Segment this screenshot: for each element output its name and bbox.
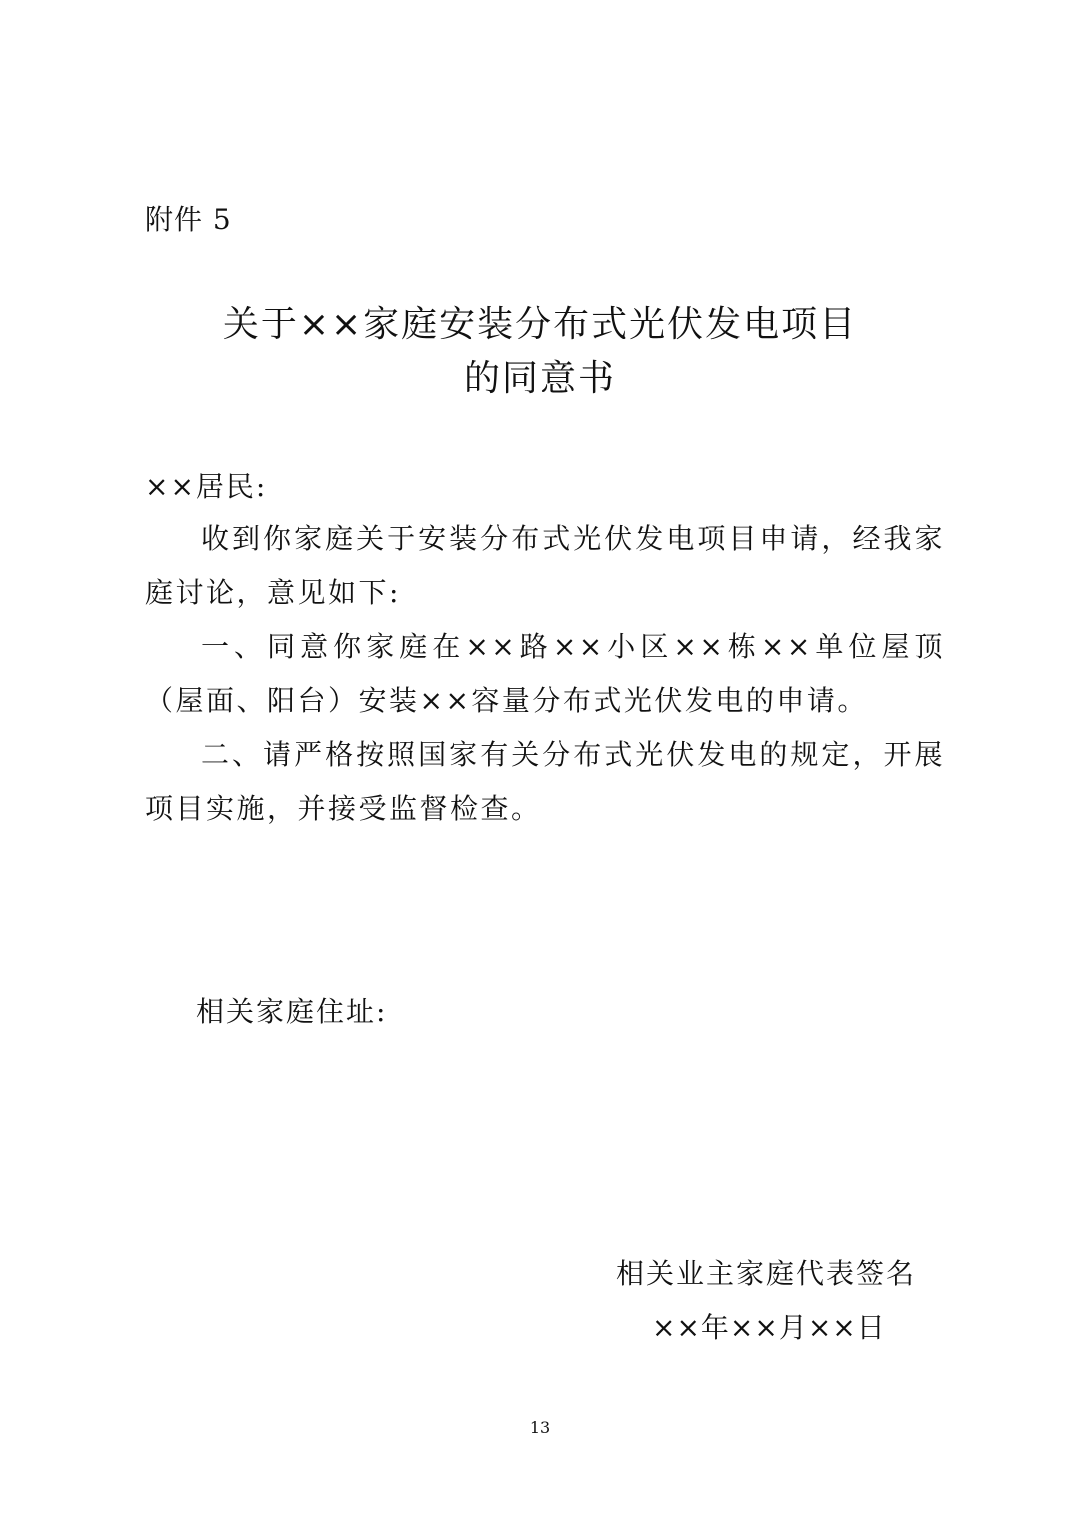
document-title-line-1: 关于××家庭安装分布式光伏发电项目 [222,304,858,345]
attachment-label: 附件 5 [145,203,232,236]
document-title-line-2: 的同意书 [463,358,616,399]
paragraph-item-2: 二、请严格按照国家有关分布式光伏发电的规定，开展项目实施，并接受监督检查。 [145,738,945,825]
address-label: 相关家庭住址: [196,995,388,1028]
salutation: ××居民: [145,470,268,503]
signature-label: 相关业主家庭代表签名 [616,1257,917,1290]
paragraph-item-1: 一、同意你家庭在××路××小区××栋××单位屋顶（屋面、阳台）安装××容量分布式光伏发电的申请。 [145,630,945,717]
paragraph-intro: 收到你家庭关于安装分布式光伏发电项目申请，经我家庭讨论，意见如下: [145,522,945,609]
signature-date: ××年××月××日 [652,1311,886,1344]
letter-body [145,512,945,836]
page-number: 13 [529,1418,551,1437]
